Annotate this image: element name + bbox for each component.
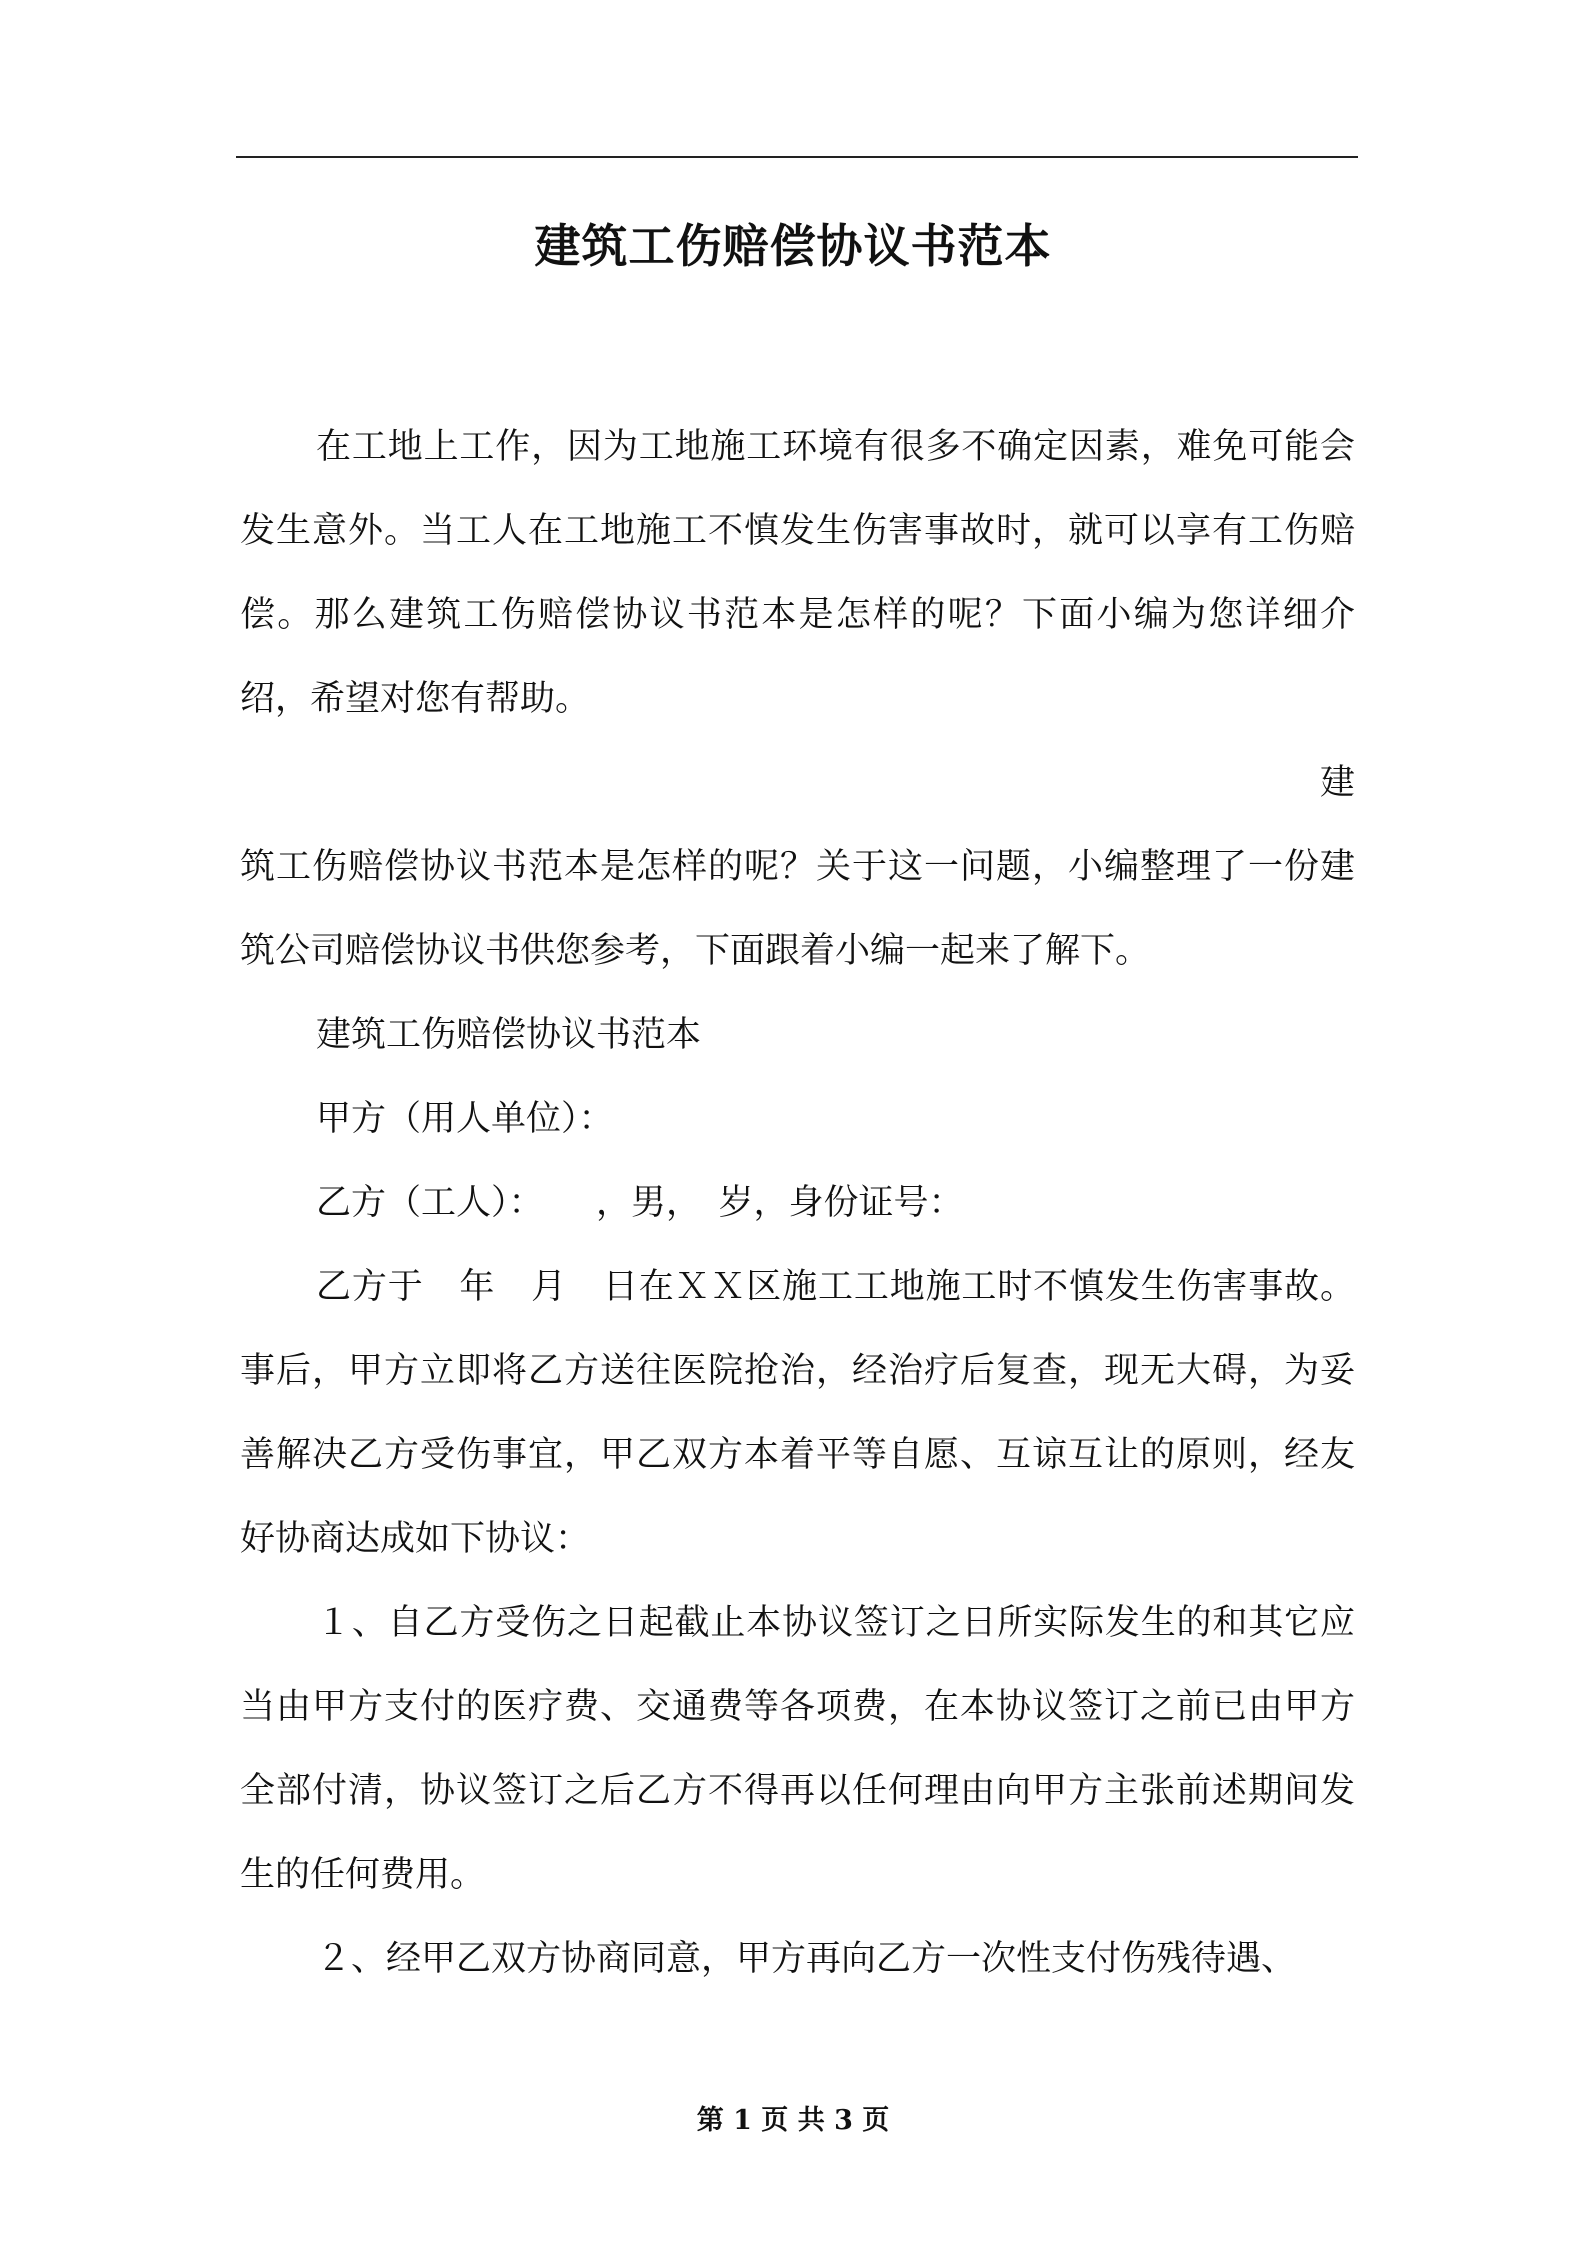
orphan-character: 建 xyxy=(1319,763,1355,803)
page-footer: 第 1 页 共 3 页 xyxy=(696,2105,890,2136)
party-a-line: 甲方（用人单位）： xyxy=(316,1099,614,1139)
header-rule xyxy=(236,156,1358,158)
agreement-heading: 建筑工伤赔偿协议书范本 xyxy=(316,1015,702,1055)
document-title: 建筑工伤赔偿协议书范本 xyxy=(534,219,1052,273)
document-body xyxy=(240,405,1355,2001)
incident-paragraph: 乙方于 年 月 日在ＸＸ区施工工地施工时不慎发生伤害事故。事后，甲方立即将乙方送往医院抢治，经治疗后复查，现无大碍，为妥善解决乙方受伤事宜，甲乙双方本着平等自愿、互谅互让的原则，经友好协商达成如下协议： xyxy=(240,1267,1355,1559)
clause-1: １、自乙方受伤之日起截止本协议签订之日所实际发生的和其它应当由甲方支付的医疗费、交通费等各项费，在本协议签订之前已由甲方全部付清，协议签订之后乙方不得再以任何理由向甲方主张前述期间发生的任何费用。 xyxy=(240,1603,1355,1895)
clause-2: ２、经甲乙双方协商同意，甲方再向乙方一次性支付伤残待遇、 xyxy=(316,1939,1297,1979)
intro-paragraph: 在工地上工作，因为工地施工环境有很多不确定因素，难免可能会发生意外。当工人在工地施工不慎发生伤害事故时，就可以享有工伤赔偿。那么建筑工伤赔偿协议书范本是怎样的呢？下面小编为您详细介绍，希望对您有帮助。 xyxy=(240,427,1355,719)
party-b-line: 乙方（工人）： ，男， 岁，身份证号： xyxy=(316,1183,964,1223)
continuation-paragraph: 筑工伤赔偿协议书范本是怎样的呢？关于这一问题，小编整理了一份建筑公司赔偿协议书供您参考，下面跟着小编一起来了解下。 xyxy=(240,847,1355,971)
